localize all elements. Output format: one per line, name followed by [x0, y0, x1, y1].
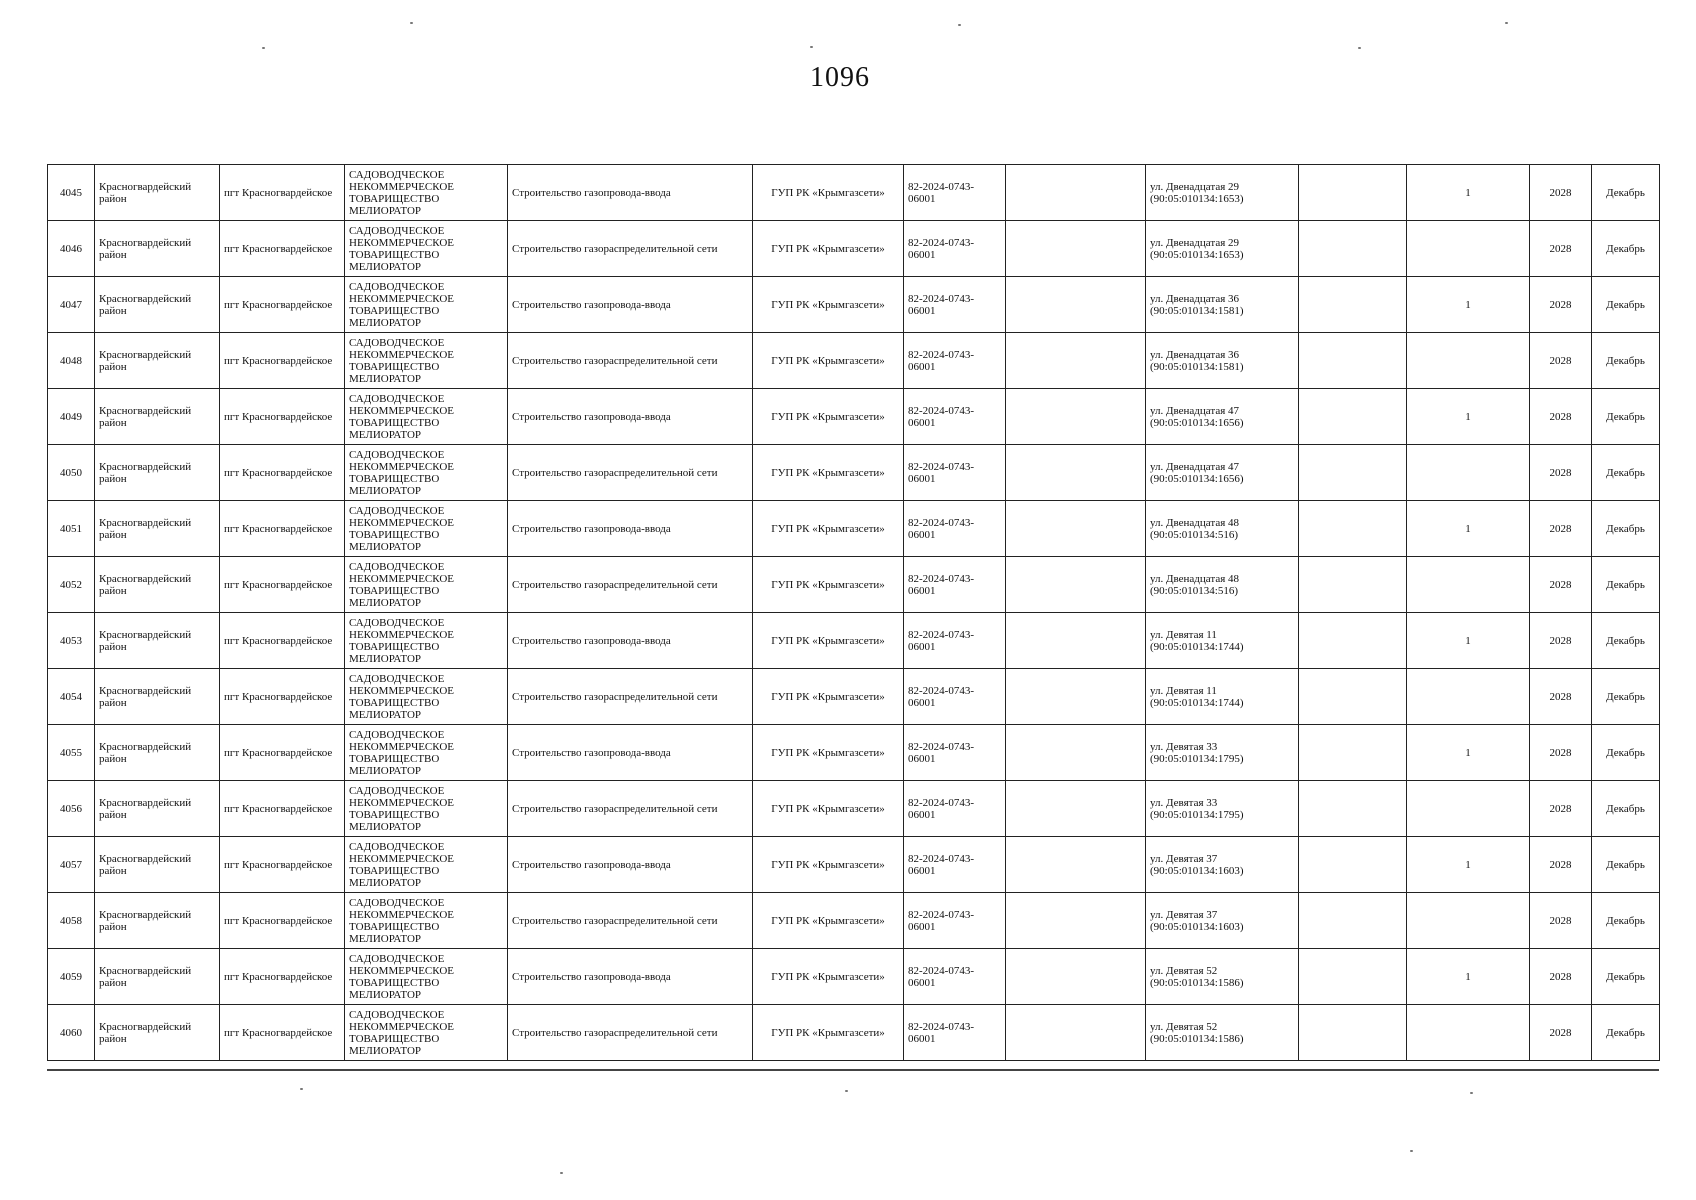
partnership-cell: САДОВОДЧЕСКОЕ НЕКОММЕРЧЕСКОЕ ТОВАРИЩЕСТВО МЕЛИОРАТОР [345, 781, 508, 837]
scan-speck [958, 24, 961, 26]
scan-edge-line [47, 1069, 1659, 1071]
organization-cell: ГУП РК «Крымгазсети» [753, 333, 904, 389]
work-type-cell: Строительство газопровода-ввода [508, 165, 753, 221]
empty-cell [1006, 501, 1146, 557]
table-row [48, 557, 1660, 613]
count-cell: 1 [1407, 725, 1530, 781]
partnership-cell: САДОВОДЧЕСКОЕ НЕКОММЕРЧЕСКОЕ ТОВАРИЩЕСТВО МЕЛИОРАТОР [345, 669, 508, 725]
scan-speck [1410, 1150, 1413, 1152]
address-cell: ул. Девятая 33 (90:05:010134:1795) [1146, 725, 1299, 781]
address-cell: ул. Двенадцатая 47 (90:05:010134:1656) [1146, 445, 1299, 501]
empty-cell [1299, 221, 1407, 277]
empty-cell [1006, 837, 1146, 893]
month-cell: Декабрь [1592, 837, 1660, 893]
work-type-cell: Строительство газопровода-ввода [508, 277, 753, 333]
empty-cell [1299, 557, 1407, 613]
year-cell: 2028 [1530, 893, 1592, 949]
partnership-cell: САДОВОДЧЕСКОЕ НЕКОММЕРЧЕСКОЕ ТОВАРИЩЕСТВО МЕЛИОРАТОР [345, 725, 508, 781]
count-cell [1407, 1005, 1530, 1061]
year-cell: 2028 [1530, 389, 1592, 445]
scan-speck [1470, 1092, 1473, 1094]
address-cell: ул. Девятая 33 (90:05:010134:1795) [1146, 781, 1299, 837]
count-cell [1407, 893, 1530, 949]
empty-cell [1006, 781, 1146, 837]
work-type-cell: Строительство газораспределительной сети [508, 333, 753, 389]
scan-speck [300, 1088, 303, 1090]
partnership-cell: САДОВОДЧЕСКОЕ НЕКОММЕРЧЕСКОЕ ТОВАРИЩЕСТВО МЕЛИОРАТОР [345, 949, 508, 1005]
empty-cell [1006, 1005, 1146, 1061]
count-cell: 1 [1407, 837, 1530, 893]
year-cell: 2028 [1530, 949, 1592, 1005]
scan-speck [810, 46, 813, 48]
district-cell: Красногвардейский район [95, 557, 220, 613]
month-cell: Декабрь [1592, 1005, 1660, 1061]
row-number: 4055 [48, 725, 95, 781]
partnership-cell: САДОВОДЧЕСКОЕ НЕКОММЕРЧЕСКОЕ ТОВАРИЩЕСТВО МЕЛИОРАТОР [345, 389, 508, 445]
settlement-cell: пгт Красногвардейское [220, 221, 345, 277]
address-cell: ул. Девятая 52 (90:05:010134:1586) [1146, 1005, 1299, 1061]
empty-cell [1299, 893, 1407, 949]
empty-cell [1299, 725, 1407, 781]
registry-table [47, 164, 1660, 1061]
partnership-cell: САДОВОДЧЕСКОЕ НЕКОММЕРЧЕСКОЕ ТОВАРИЩЕСТВО МЕЛИОРАТОР [345, 613, 508, 669]
empty-cell [1006, 389, 1146, 445]
table-row [48, 781, 1660, 837]
work-type-cell: Строительство газопровода-ввода [508, 725, 753, 781]
address-cell: ул. Двенадцатая 29 (90:05:010134:1653) [1146, 165, 1299, 221]
row-number: 4053 [48, 613, 95, 669]
row-number: 4051 [48, 501, 95, 557]
district-cell: Красногвардейский район [95, 333, 220, 389]
empty-cell [1006, 725, 1146, 781]
program-code-cell: 82-2024-0743-06001 [904, 445, 1006, 501]
row-number: 4056 [48, 781, 95, 837]
count-cell: 1 [1407, 949, 1530, 1005]
empty-cell [1006, 277, 1146, 333]
empty-cell [1299, 781, 1407, 837]
row-number: 4059 [48, 949, 95, 1005]
district-cell: Красногвардейский район [95, 949, 220, 1005]
year-cell: 2028 [1530, 221, 1592, 277]
organization-cell: ГУП РК «Крымгазсети» [753, 501, 904, 557]
row-number: 4046 [48, 221, 95, 277]
table-row [48, 1005, 1660, 1061]
scan-speck [845, 1090, 848, 1092]
empty-cell [1299, 669, 1407, 725]
count-cell: 1 [1407, 501, 1530, 557]
month-cell: Декабрь [1592, 165, 1660, 221]
scan-speck [560, 1172, 563, 1174]
row-number: 4050 [48, 445, 95, 501]
empty-cell [1299, 165, 1407, 221]
table-row [48, 837, 1660, 893]
year-cell: 2028 [1530, 613, 1592, 669]
settlement-cell: пгт Красногвардейское [220, 389, 345, 445]
count-cell: 1 [1407, 165, 1530, 221]
district-cell: Красногвардейский район [95, 389, 220, 445]
work-type-cell: Строительство газораспределительной сети [508, 893, 753, 949]
year-cell: 2028 [1530, 837, 1592, 893]
district-cell: Красногвардейский район [95, 445, 220, 501]
district-cell: Красногвардейский район [95, 501, 220, 557]
year-cell: 2028 [1530, 333, 1592, 389]
table-row [48, 613, 1660, 669]
empty-cell [1006, 333, 1146, 389]
settlement-cell: пгт Красногвардейское [220, 781, 345, 837]
empty-cell [1299, 837, 1407, 893]
empty-cell [1006, 221, 1146, 277]
empty-cell [1006, 613, 1146, 669]
work-type-cell: Строительство газораспределительной сети [508, 669, 753, 725]
partnership-cell: САДОВОДЧЕСКОЕ НЕКОММЕРЧЕСКОЕ ТОВАРИЩЕСТВО МЕЛИОРАТОР [345, 837, 508, 893]
month-cell: Декабрь [1592, 613, 1660, 669]
row-number: 4047 [48, 277, 95, 333]
settlement-cell: пгт Красногвардейское [220, 333, 345, 389]
settlement-cell: пгт Красногвардейское [220, 165, 345, 221]
month-cell: Декабрь [1592, 669, 1660, 725]
table-row [48, 221, 1660, 277]
work-type-cell: Строительство газораспределительной сети [508, 445, 753, 501]
organization-cell: ГУП РК «Крымгазсети» [753, 277, 904, 333]
month-cell: Декабрь [1592, 725, 1660, 781]
work-type-cell: Строительство газопровода-ввода [508, 613, 753, 669]
district-cell: Красногвардейский район [95, 669, 220, 725]
table-row [48, 445, 1660, 501]
scan-speck [1505, 22, 1508, 24]
count-cell [1407, 781, 1530, 837]
partnership-cell: САДОВОДЧЕСКОЕ НЕКОММЕРЧЕСКОЕ ТОВАРИЩЕСТВО МЕЛИОРАТОР [345, 277, 508, 333]
program-code-cell: 82-2024-0743-06001 [904, 781, 1006, 837]
year-cell: 2028 [1530, 165, 1592, 221]
year-cell: 2028 [1530, 1005, 1592, 1061]
program-code-cell: 82-2024-0743-06001 [904, 1005, 1006, 1061]
district-cell: Красногвардейский район [95, 165, 220, 221]
district-cell: Красногвардейский район [95, 277, 220, 333]
year-cell: 2028 [1530, 277, 1592, 333]
address-cell: ул. Двенадцатая 36 (90:05:010134:1581) [1146, 277, 1299, 333]
work-type-cell: Строительство газопровода-ввода [508, 837, 753, 893]
empty-cell [1006, 669, 1146, 725]
page-number: 1096 [810, 62, 870, 93]
empty-cell [1006, 165, 1146, 221]
year-cell: 2028 [1530, 781, 1592, 837]
empty-cell [1006, 557, 1146, 613]
program-code-cell: 82-2024-0743-06001 [904, 949, 1006, 1005]
row-number: 4058 [48, 893, 95, 949]
year-cell: 2028 [1530, 725, 1592, 781]
partnership-cell: САДОВОДЧЕСКОЕ НЕКОММЕРЧЕСКОЕ ТОВАРИЩЕСТВО МЕЛИОРАТОР [345, 1005, 508, 1061]
organization-cell: ГУП РК «Крымгазсети» [753, 1005, 904, 1061]
scan-speck [410, 22, 413, 24]
district-cell: Красногвардейский район [95, 893, 220, 949]
count-cell: 1 [1407, 613, 1530, 669]
month-cell: Декабрь [1592, 781, 1660, 837]
partnership-cell: САДОВОДЧЕСКОЕ НЕКОММЕРЧЕСКОЕ ТОВАРИЩЕСТВО МЕЛИОРАТОР [345, 557, 508, 613]
row-number: 4052 [48, 557, 95, 613]
district-cell: Красногвардейский район [95, 837, 220, 893]
partnership-cell: САДОВОДЧЕСКОЕ НЕКОММЕРЧЕСКОЕ ТОВАРИЩЕСТВО МЕЛИОРАТОР [345, 445, 508, 501]
year-cell: 2028 [1530, 557, 1592, 613]
settlement-cell: пгт Красногвардейское [220, 837, 345, 893]
empty-cell [1299, 501, 1407, 557]
table-row [48, 333, 1660, 389]
count-cell [1407, 669, 1530, 725]
settlement-cell: пгт Красногвардейское [220, 669, 345, 725]
table-row [48, 389, 1660, 445]
program-code-cell: 82-2024-0743-06001 [904, 669, 1006, 725]
organization-cell: ГУП РК «Крымгазсети» [753, 445, 904, 501]
partnership-cell: САДОВОДЧЕСКОЕ НЕКОММЕРЧЕСКОЕ ТОВАРИЩЕСТВО МЕЛИОРАТОР [345, 501, 508, 557]
empty-cell [1299, 949, 1407, 1005]
organization-cell: ГУП РК «Крымгазсети» [753, 725, 904, 781]
program-code-cell: 82-2024-0743-06001 [904, 725, 1006, 781]
registry-body [48, 165, 1660, 1061]
address-cell: ул. Девятая 37 (90:05:010134:1603) [1146, 837, 1299, 893]
work-type-cell: Строительство газораспределительной сети [508, 221, 753, 277]
organization-cell: ГУП РК «Крымгазсети» [753, 781, 904, 837]
work-type-cell: Строительство газопровода-ввода [508, 501, 753, 557]
organization-cell: ГУП РК «Крымгазсети» [753, 389, 904, 445]
empty-cell [1299, 333, 1407, 389]
district-cell: Красногвардейский район [95, 613, 220, 669]
count-cell [1407, 445, 1530, 501]
program-code-cell: 82-2024-0743-06001 [904, 893, 1006, 949]
program-code-cell: 82-2024-0743-06001 [904, 165, 1006, 221]
settlement-cell: пгт Красногвардейское [220, 725, 345, 781]
organization-cell: ГУП РК «Крымгазсети» [753, 613, 904, 669]
month-cell: Декабрь [1592, 333, 1660, 389]
month-cell: Декабрь [1592, 389, 1660, 445]
work-type-cell: Строительство газопровода-ввода [508, 389, 753, 445]
table-row [48, 949, 1660, 1005]
empty-cell [1299, 389, 1407, 445]
district-cell: Красногвардейский район [95, 725, 220, 781]
month-cell: Декабрь [1592, 893, 1660, 949]
settlement-cell: пгт Красногвардейское [220, 277, 345, 333]
empty-cell [1006, 893, 1146, 949]
address-cell: ул. Двенадцатая 48 (90:05:010134:516) [1146, 501, 1299, 557]
settlement-cell: пгт Красногвардейское [220, 613, 345, 669]
address-cell: ул. Двенадцатая 36 (90:05:010134:1581) [1146, 333, 1299, 389]
work-type-cell: Строительство газораспределительной сети [508, 1005, 753, 1061]
empty-cell [1006, 445, 1146, 501]
empty-cell [1299, 277, 1407, 333]
row-number: 4049 [48, 389, 95, 445]
count-cell: 1 [1407, 277, 1530, 333]
program-code-cell: 82-2024-0743-06001 [904, 333, 1006, 389]
empty-cell [1299, 445, 1407, 501]
month-cell: Декабрь [1592, 557, 1660, 613]
organization-cell: ГУП РК «Крымгазсети» [753, 837, 904, 893]
table-row [48, 277, 1660, 333]
program-code-cell: 82-2024-0743-06001 [904, 501, 1006, 557]
address-cell: ул. Двенадцатая 48 (90:05:010134:516) [1146, 557, 1299, 613]
year-cell: 2028 [1530, 501, 1592, 557]
settlement-cell: пгт Красногвардейское [220, 1005, 345, 1061]
district-cell: Красногвардейский район [95, 221, 220, 277]
scan-speck [262, 47, 265, 49]
organization-cell: ГУП РК «Крымгазсети» [753, 221, 904, 277]
count-cell [1407, 333, 1530, 389]
year-cell: 2028 [1530, 445, 1592, 501]
program-code-cell: 82-2024-0743-06001 [904, 277, 1006, 333]
organization-cell: ГУП РК «Крымгазсети» [753, 669, 904, 725]
address-cell: ул. Девятая 11 (90:05:010134:1744) [1146, 669, 1299, 725]
table-row [48, 501, 1660, 557]
program-code-cell: 82-2024-0743-06001 [904, 613, 1006, 669]
row-number: 4060 [48, 1005, 95, 1061]
organization-cell: ГУП РК «Крымгазсети» [753, 557, 904, 613]
settlement-cell: пгт Красногвардейское [220, 557, 345, 613]
partnership-cell: САДОВОДЧЕСКОЕ НЕКОММЕРЧЕСКОЕ ТОВАРИЩЕСТВО МЕЛИОРАТОР [345, 893, 508, 949]
table-row [48, 165, 1660, 221]
month-cell: Декабрь [1592, 501, 1660, 557]
month-cell: Декабрь [1592, 221, 1660, 277]
address-cell: ул. Девятая 37 (90:05:010134:1603) [1146, 893, 1299, 949]
organization-cell: ГУП РК «Крымгазсети» [753, 165, 904, 221]
program-code-cell: 82-2024-0743-06001 [904, 221, 1006, 277]
empty-cell [1299, 613, 1407, 669]
empty-cell [1299, 1005, 1407, 1061]
row-number: 4045 [48, 165, 95, 221]
count-cell [1407, 557, 1530, 613]
settlement-cell: пгт Красногвардейское [220, 949, 345, 1005]
organization-cell: ГУП РК «Крымгазсети» [753, 949, 904, 1005]
district-cell: Красногвардейский район [95, 1005, 220, 1061]
work-type-cell: Строительство газораспределительной сети [508, 557, 753, 613]
address-cell: ул. Девятая 52 (90:05:010134:1586) [1146, 949, 1299, 1005]
partnership-cell: САДОВОДЧЕСКОЕ НЕКОММЕРЧЕСКОЕ ТОВАРИЩЕСТВО МЕЛИОРАТОР [345, 221, 508, 277]
district-cell: Красногвардейский район [95, 781, 220, 837]
work-type-cell: Строительство газопровода-ввода [508, 949, 753, 1005]
address-cell: ул. Девятая 11 (90:05:010134:1744) [1146, 613, 1299, 669]
settlement-cell: пгт Красногвардейское [220, 445, 345, 501]
partnership-cell: САДОВОДЧЕСКОЕ НЕКОММЕРЧЕСКОЕ ТОВАРИЩЕСТВО МЕЛИОРАТОР [345, 333, 508, 389]
table-row [48, 725, 1660, 781]
scan-speck [1358, 47, 1361, 49]
row-number: 4048 [48, 333, 95, 389]
work-type-cell: Строительство газораспределительной сети [508, 781, 753, 837]
table-row [48, 893, 1660, 949]
month-cell: Декабрь [1592, 445, 1660, 501]
month-cell: Декабрь [1592, 277, 1660, 333]
address-cell: ул. Двенадцатая 47 (90:05:010134:1656) [1146, 389, 1299, 445]
count-cell [1407, 221, 1530, 277]
settlement-cell: пгт Красногвардейское [220, 893, 345, 949]
program-code-cell: 82-2024-0743-06001 [904, 389, 1006, 445]
row-number: 4054 [48, 669, 95, 725]
year-cell: 2028 [1530, 669, 1592, 725]
program-code-cell: 82-2024-0743-06001 [904, 837, 1006, 893]
month-cell: Декабрь [1592, 949, 1660, 1005]
count-cell: 1 [1407, 389, 1530, 445]
settlement-cell: пгт Красногвардейское [220, 501, 345, 557]
program-code-cell: 82-2024-0743-06001 [904, 557, 1006, 613]
row-number: 4057 [48, 837, 95, 893]
organization-cell: ГУП РК «Крымгазсети» [753, 893, 904, 949]
table-row [48, 669, 1660, 725]
partnership-cell: САДОВОДЧЕСКОЕ НЕКОММЕРЧЕСКОЕ ТОВАРИЩЕСТВО МЕЛИОРАТОР [345, 165, 508, 221]
empty-cell [1006, 949, 1146, 1005]
address-cell: ул. Двенадцатая 29 (90:05:010134:1653) [1146, 221, 1299, 277]
